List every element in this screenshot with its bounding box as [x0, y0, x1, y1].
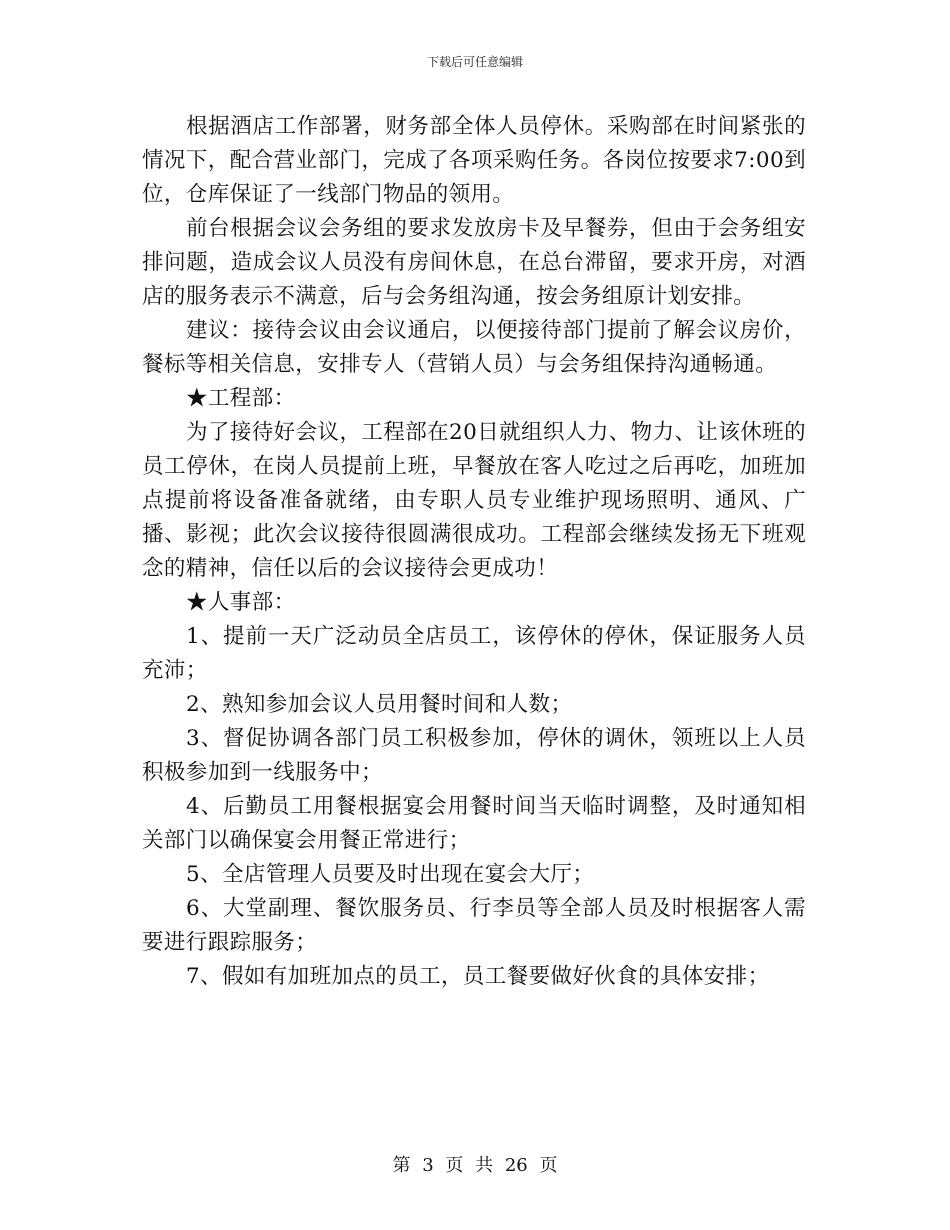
document-body	[142, 110, 806, 994]
list-item-hr-5: 5、全店管理人员要及时出现在宴会大厅；	[186, 862, 595, 887]
list-item-hr-2: 2、熟知参加会议人员用餐时间和人数；	[186, 692, 573, 717]
page-header: 下载后可任意编辑	[426, 55, 523, 69]
list-item-hr-1: 1、提前一天广泛动员全店员工，该停休的停休，保证服务人员充沛；	[142, 624, 806, 683]
paragraph-suggestion: 建议：接待会议由会议通启，以便接待部门提前了解会议房价，餐标等相关信息，安排专人（营销人员）与会务组保持沟通畅通。	[142, 318, 806, 377]
paragraph-front-desk: 前台根据会议会务组的要求发放房卡及早餐券，但由于会务组安排问题，造成会议人员没有房间休息，在总台滞留，要求开房，对酒店的服务表示不满意，后与会务组沟通，按会务组原计划安排。	[142, 216, 806, 309]
paragraph-engineering: 为了接待好会议，工程部在20日就组织人力、物力、让该休班的员工停休，在岗人员提前上班，早餐放在客人吃过之后再吃，加班加点提前将设备准备就绪，由专职人员专业维护现场照明、通风、广播、影视；此次会议接待很圆满很成功。工程部会继续发扬无下班观念的精神，信任以后的会议接待会更成功！	[142, 420, 806, 581]
paragraph-finance-purchasing: 根据酒店工作部署，财务部全体人员停休。采购部在时间紧张的情况下，配合营业部门，完成了各项采购任务。各岗位按要求7:00到位，仓库保证了一线部门物品的领用。	[142, 114, 806, 207]
list-item-hr-3: 3、督促协调各部门员工积极参加，停休的调休，领班以上人员积极参加到一线服务中；	[142, 726, 806, 785]
page-number: 第 3 页 共 26 页	[392, 1155, 558, 1176]
list-item-hr-6: 6、大堂副理、餐饮服务员、行李员等全部人员及时根据客人需要进行跟踪服务；	[142, 896, 806, 955]
list-item-hr-7: 7、假如有加班加点的员工，员工餐要做好伙食的具体安排；	[186, 964, 770, 989]
list-item-hr-4: 4、后勤员工用餐根据宴会用餐时间当天临时调整，及时通知相关部门以确保宴会用餐正常进行；	[142, 794, 806, 853]
section-heading-hr: ★人事部：	[186, 590, 296, 615]
section-heading-engineering: ★工程部：	[186, 386, 296, 411]
